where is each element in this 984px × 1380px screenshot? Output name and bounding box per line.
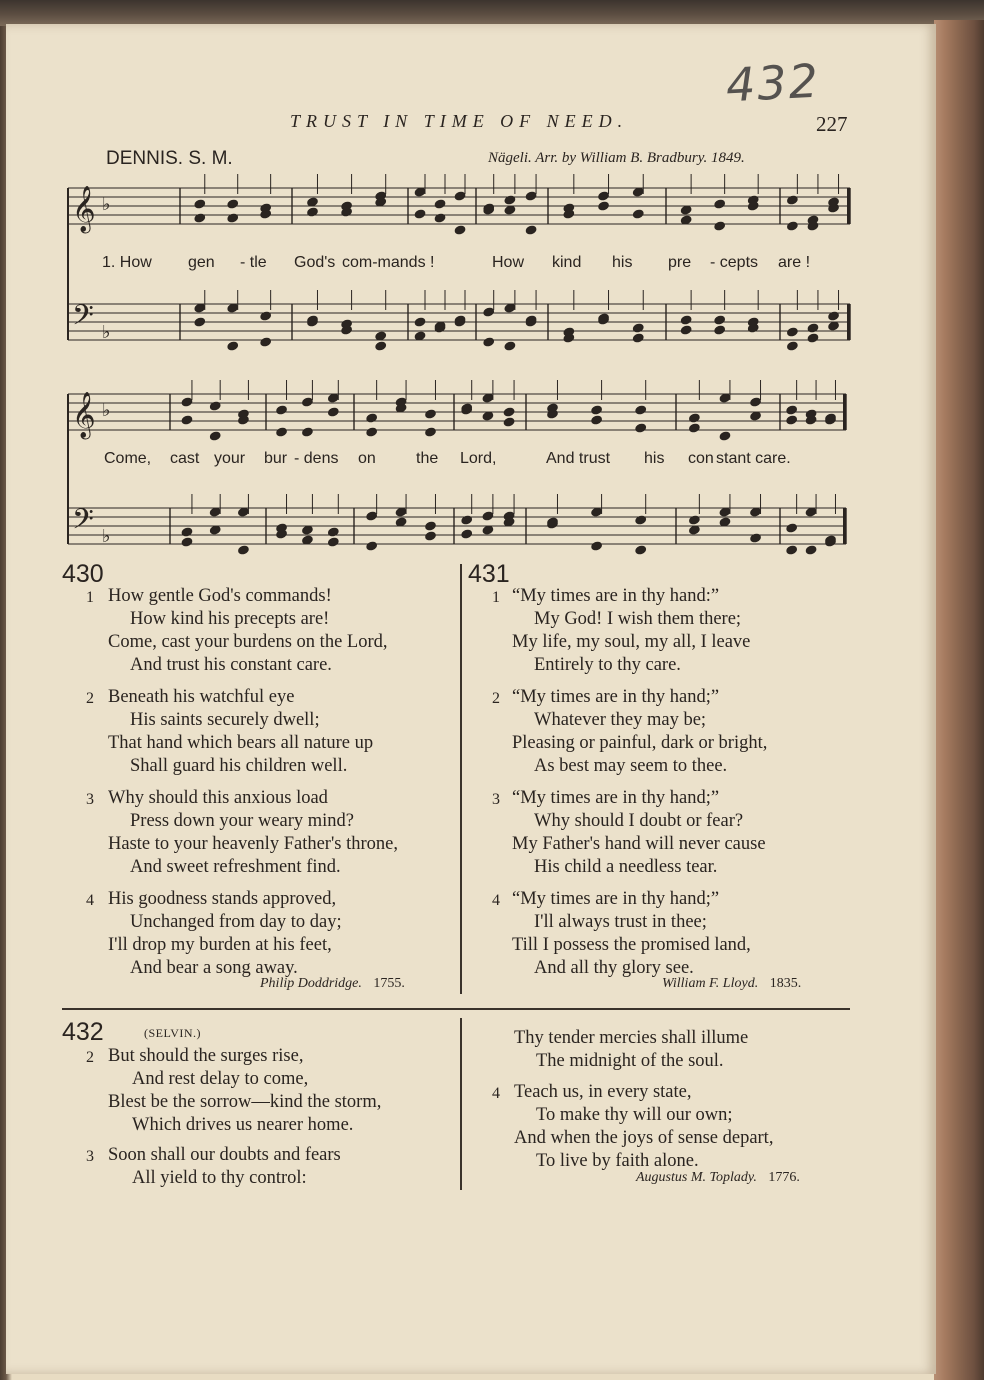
verse-line: Unchanged from day to day; (130, 912, 342, 932)
note-head (591, 405, 603, 415)
note-head (805, 545, 817, 555)
bass-clef: 𝄢 (72, 299, 94, 339)
lyric-word: bur (264, 450, 288, 467)
note-head (482, 511, 494, 521)
note-head (181, 527, 193, 537)
handwritten-number: 432 (724, 53, 822, 113)
note-head (635, 405, 647, 415)
verse-line: His goodness stands approved, (108, 889, 337, 909)
note-head (301, 427, 313, 437)
verse-line: Beneath his watchful eye (108, 687, 295, 707)
verse-line: How kind his precepts are! (130, 609, 330, 629)
final-barline (847, 304, 850, 340)
hymn-432-author-name: Augustus M. Toplady. (636, 1170, 757, 1185)
note-head (307, 207, 319, 217)
section-separator (62, 1008, 850, 1010)
column-divider-bottom (460, 1018, 462, 1190)
lyric-word: Lord, (460, 450, 497, 467)
note-head (483, 337, 495, 347)
note-head (461, 529, 473, 539)
note-head (503, 407, 515, 417)
note-head (714, 221, 726, 231)
note-head (425, 531, 437, 541)
note-head (504, 341, 516, 351)
verse-line: Shall guard his children well. (130, 756, 348, 776)
verse-line: Blest be the sorrow—kind the storm, (108, 1092, 382, 1112)
note-head (525, 191, 537, 201)
note-head (260, 311, 272, 321)
note-head (276, 405, 288, 415)
note-head (227, 213, 239, 223)
note-head (327, 537, 339, 547)
verse-line: Whatever they may be; (534, 710, 707, 730)
lyric-word: - tle (240, 254, 267, 271)
verse-line: Why should I doubt or fear? (534, 811, 744, 831)
verse-number: 4 (492, 892, 500, 909)
lyric-word: And trust (546, 450, 611, 467)
lyric-word: - cepts (710, 254, 759, 271)
lyric-word: 1. How (102, 254, 152, 271)
verse-number: 1 (492, 589, 500, 606)
verse-line: Come, cast your burdens on the Lord, (108, 632, 388, 652)
verse-line: That hand which bears all nature up (108, 733, 374, 753)
note-head (807, 323, 819, 333)
note-head (635, 545, 647, 555)
final-barline (843, 508, 846, 544)
note-head (591, 541, 603, 551)
verse-line: His child a needless tear. (534, 857, 718, 877)
lyric-word: - dens (294, 450, 339, 467)
note-head (680, 315, 692, 325)
note-head (227, 199, 239, 209)
note-head (366, 413, 378, 423)
verse-line: I'll always trust in thee; (534, 912, 707, 932)
note-head (786, 523, 798, 533)
note-head (425, 521, 437, 531)
verse-line: “My times are in thy hand:” (512, 586, 720, 606)
verse-line: To live by faith alone. (536, 1151, 699, 1171)
verse-number: 2 (492, 690, 500, 707)
note-head (786, 221, 798, 231)
note-head (461, 515, 473, 525)
note-head (786, 195, 798, 205)
verse-line: My life, my soul, my all, I leave (512, 632, 751, 652)
note-head (375, 341, 387, 351)
note-head (688, 515, 700, 525)
note-head (714, 315, 726, 325)
hymn-431-number: 431 (468, 560, 510, 588)
flat-icon: ♭ (102, 322, 111, 342)
note-head (750, 397, 762, 407)
verse-line: And bear a song away. (130, 958, 298, 978)
verse-number: 2 (86, 690, 94, 707)
note-head (194, 317, 206, 327)
note-head (828, 311, 840, 321)
lyric-word: gen (188, 254, 215, 271)
verse-line: I'll drop my burden at his feet, (108, 935, 332, 955)
note-head (504, 195, 516, 205)
verse-line: The midnight of the soul. (536, 1051, 724, 1071)
note-head (714, 199, 726, 209)
final-barline (847, 188, 850, 224)
note-head (366, 511, 378, 521)
hymn-431-year: 1835. (769, 976, 802, 991)
hymn-430-author-name: Philip Doddridge. (260, 976, 362, 991)
verse-number: 3 (492, 791, 500, 808)
note-head (366, 427, 378, 437)
hymn-430-number: 430 (62, 560, 104, 588)
note-head (525, 225, 537, 235)
verse-line: Pleasing or painful, dark or bright, (512, 733, 768, 753)
verse-line: His saints securely dwell; (130, 710, 320, 730)
lyric-word: cast (170, 450, 200, 467)
bass-clef: 𝄢 (72, 503, 94, 543)
note-head (414, 317, 426, 327)
lyric-word: stant care. (716, 450, 791, 467)
note-head (688, 413, 700, 423)
lyric-word: Come, (104, 450, 152, 467)
note-head (181, 537, 193, 547)
page-number: 227 (816, 112, 848, 136)
note-head (209, 401, 221, 411)
verse-line: And rest delay to come, (132, 1069, 309, 1089)
page-edge (934, 20, 984, 1380)
note-head (366, 541, 378, 551)
note-head (454, 191, 466, 201)
treble-clef: 𝄞 (72, 392, 96, 438)
note-head (598, 201, 610, 211)
note-head (598, 191, 610, 201)
note-head (260, 337, 272, 347)
lyric-word: How (492, 254, 525, 271)
lyric-word: com-mands ! (342, 254, 435, 271)
flat-icon: ♭ (102, 194, 111, 214)
note-head (327, 527, 339, 537)
verse-line: Haste to your heavenly Father's throne, (108, 834, 399, 854)
note-head (276, 427, 288, 437)
note-head (714, 325, 726, 335)
hymn-432-number: 432 (62, 1018, 104, 1046)
lyric-word: con (688, 450, 714, 467)
verse-line: “My times are in thy hand;” (512, 687, 720, 707)
note-head (786, 415, 798, 425)
note-head (181, 397, 193, 407)
verse-line: Soon shall our doubts and fears (108, 1145, 341, 1165)
note-head (591, 415, 603, 425)
lyric-word: the (416, 450, 439, 467)
verse-line: And trust his constant care. (130, 655, 332, 675)
note-head (483, 307, 495, 317)
note-head (434, 213, 446, 223)
verse-line: Teach us, in every state, (514, 1082, 692, 1102)
final-barline (843, 394, 846, 430)
verse-number: 3 (86, 791, 94, 808)
lyric-word: kind (552, 254, 582, 271)
note-head (719, 431, 731, 441)
note-head (632, 209, 644, 219)
verse-line: To make thy will our own; (536, 1105, 733, 1125)
lyric-word: pre (668, 254, 692, 271)
note-head (786, 341, 798, 351)
note-head (194, 213, 206, 223)
note-head (434, 199, 446, 209)
note-head (786, 327, 798, 337)
hymnal-page (6, 24, 936, 1374)
note-head (632, 333, 644, 343)
verse-number: 1 (86, 589, 94, 606)
note-head (632, 323, 644, 333)
note-head (807, 333, 819, 343)
lyric-word: his (644, 450, 665, 467)
verse-line: As best may seem to thee. (534, 756, 728, 776)
lyric-word: on (358, 450, 376, 467)
lyric-word: God's (294, 254, 336, 271)
verse-number: 3 (86, 1148, 94, 1165)
hymn-432-author (636, 1170, 800, 1186)
verse-line: Thy tender mercies shall illume (514, 1028, 749, 1048)
note-head (414, 209, 426, 219)
hymn-431-author (662, 976, 801, 992)
flat-icon: ♭ (102, 526, 111, 546)
tune-name: DENNIS. S. M. (106, 148, 233, 169)
verse-line: All yield to thy control: (132, 1168, 307, 1188)
note-head (327, 407, 339, 417)
book-cover-top (0, 0, 984, 26)
verse-line: My God! I wish them there; (534, 609, 742, 629)
note-head (301, 397, 313, 407)
note-head (635, 515, 647, 525)
verse-line: And when the joys of sense depart, (514, 1128, 774, 1148)
hymn-431-author-name: William F. Lloyd. (662, 976, 759, 991)
verse-line: Till I possess the promised land, (512, 935, 751, 955)
note-head (680, 325, 692, 335)
lyric-word: are ! (778, 254, 811, 271)
lyric-word: his (612, 254, 633, 271)
verse-line: Press down your weary mind? (130, 811, 355, 831)
music-score (60, 172, 860, 572)
hymn-430-year: 1755. (373, 976, 405, 991)
hymn-432-tune-ref: (SELVIN.) (144, 1026, 202, 1040)
treble-clef: 𝄞 (72, 186, 96, 232)
note-head (786, 545, 798, 555)
tune-credit: Nägeli. Arr. by William B. Bradbury. 1849. (488, 150, 745, 166)
note-head (227, 341, 239, 351)
verse-line: And sweet refreshment find. (130, 857, 341, 877)
verse-line: Which drives us nearer home. (132, 1115, 354, 1135)
note-head (425, 409, 437, 419)
note-head (750, 533, 762, 543)
hymn-430-author (260, 976, 405, 992)
note-head (454, 225, 466, 235)
verse-number: 4 (492, 1085, 500, 1102)
note-head (209, 431, 221, 441)
column-divider-top (460, 564, 462, 994)
verse-line: My Father's hand will never cause (512, 834, 766, 854)
verse-line: And all thy glory see. (534, 958, 694, 978)
running-head: TRUST IN TIME OF NEED. (290, 111, 629, 131)
verse-line: Entirely to thy care. (534, 655, 681, 675)
flat-icon: ♭ (102, 400, 111, 420)
verse-line: But should the surges rise, (108, 1046, 304, 1066)
note-head (181, 415, 193, 425)
note-head (194, 199, 206, 209)
verse-number: 4 (86, 892, 94, 909)
note-head (425, 427, 437, 437)
lyric-word: your (214, 450, 246, 467)
note-head (237, 545, 249, 555)
verse-line: “My times are in thy hand;” (512, 788, 720, 808)
note-head (786, 405, 798, 415)
hymn-432-year: 1776. (768, 1170, 800, 1185)
note-head (635, 423, 647, 433)
verse-line: “My times are in thy hand;” (512, 889, 720, 909)
note-head (503, 417, 515, 427)
verse-line: How gentle God's commands! (108, 586, 332, 606)
verse-line: Why should this anxious load (108, 788, 328, 808)
verse-number: 2 (86, 1049, 94, 1066)
note-head (688, 423, 700, 433)
